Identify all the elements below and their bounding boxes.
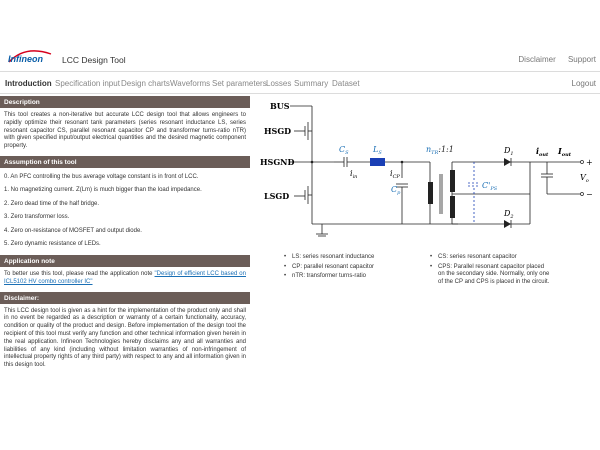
label-iout: $i_{out}$ xyxy=(536,146,549,158)
svg-text:Infineon: Infineon xyxy=(8,54,43,64)
assumption-item: 2. Zero dead time of the half bridge. xyxy=(4,200,100,207)
diode-d2 xyxy=(504,220,511,228)
assumption-item: 1. No magnetizing current. Z(Lm) is much bigger than the load impedance. xyxy=(4,187,202,194)
infineon-logo[interactable] xyxy=(5,49,55,65)
label-vo: $V_o$ xyxy=(580,173,589,184)
label-icp: $i_{CP}$ xyxy=(390,169,400,180)
secondary-winding-top xyxy=(450,170,455,192)
application-note-text: To better use this tool, please read the application note "Design of efficient LCC based on ICL5102 HV combo controller IC" xyxy=(4,270,246,285)
assumption-item: 3. Zero transformer loss. xyxy=(4,214,70,221)
label-iin: $i_{in}$ xyxy=(350,169,358,180)
legend-item-ls: • LS: series resonant inductance xyxy=(284,254,424,262)
label-hsgd: HSGD xyxy=(264,126,292,136)
disclaimer-heading: Disclaimer: xyxy=(0,292,250,304)
inductor-ls xyxy=(370,158,385,166)
assumptions-list xyxy=(0,172,250,249)
label-d1: $D_1$ xyxy=(504,146,514,157)
tab-specification-input[interactable]: Specification input xyxy=(55,79,120,88)
label-cps: $C'_{PS}$ xyxy=(482,181,498,192)
description-text: This tool creates a non-iterative but accurate LCC design tool that allows engineers to rapidly optimize their resonant tank parameters (series resonant inductance LS, series resonant capacitor CS, parallel resonant capacitor CP and transformer turns-ratio nTR) with given specified input/output electrical quantities and the desired magnetic component property. xyxy=(4,112,246,150)
label-plus: + xyxy=(586,158,593,167)
legend-left xyxy=(284,254,424,283)
tab-waveforms[interactable]: Waveforms xyxy=(170,79,211,88)
tab-bar xyxy=(0,76,600,94)
label-cs: $C_S$ xyxy=(339,145,349,156)
label-ntr: $n_{TR}:1:1$ xyxy=(426,145,454,156)
primary-winding xyxy=(428,182,433,204)
right-panel xyxy=(252,96,600,450)
legend-item-cs: • CS: series resonant capacitor xyxy=(430,254,552,262)
application-note-link[interactable]: "Design of efficient LCC based on ICL5102 HV combo controller IC" xyxy=(4,270,246,285)
assumption-item: 4. Zero on-resistance of MOSFET and output diode. xyxy=(4,227,142,234)
label-minus: − xyxy=(586,190,593,199)
application-note-heading: Application note xyxy=(0,255,250,267)
lcc-circuit-diagram xyxy=(252,96,600,246)
disclaimer-text: This LCC design tool is given as a hint for the implementation of the product only and shall in no event be regarded as a description or warranty of a certain functionality, accuracy, condition or quality of the product and design. Before implementation of the design tool the recipient of this tool must verify any function and other technical information given herein in the real application. Infineon Technologies hereby disclaims any and all warranties and liabilities of any kind (including without limitation warranties of non-infringement of intellectual property rights of any third party) with respect to any and all information given in this design tool. xyxy=(4,307,246,369)
assumption-item: 0. An PFC controlling the bus average voltage constant is in front of LCC. xyxy=(4,173,199,180)
label-d2: $D_2$ xyxy=(504,209,514,220)
app-header xyxy=(0,0,600,72)
circuit-wires xyxy=(290,106,582,236)
disclaimer-link[interactable]: Disclaimer xyxy=(518,55,556,64)
label-lsgd: LSGD xyxy=(264,191,290,201)
legend-item-cps: • CPS: Parallel resonant capacitor placed on the secondary side. Normally, only one of the CP and CPS is placed in the circuit. xyxy=(430,264,552,287)
legend-right xyxy=(430,254,552,288)
cps-dashed-branch xyxy=(468,162,480,224)
label-bus: BUS xyxy=(270,101,290,111)
diode-d1 xyxy=(504,158,511,166)
label-cp: $C_p$ xyxy=(391,185,401,196)
tab-summary[interactable]: Summary xyxy=(294,79,329,88)
legend-item-cp: • CP: parallel resonant capacitor xyxy=(284,264,424,272)
label-hsgnd: HSGND xyxy=(260,157,295,167)
label-iout-dc: $I_{out}$ xyxy=(558,146,572,158)
tab-dataset[interactable]: Dataset xyxy=(332,79,360,88)
app-title: LCC Design Tool xyxy=(62,55,126,65)
legend-item-ntr: • nTR: transformer turns-ratio xyxy=(284,273,424,281)
logout-link[interactable]: Logout xyxy=(571,79,596,88)
tab-design-charts[interactable]: Design charts xyxy=(121,79,170,88)
secondary-winding-bottom xyxy=(450,196,455,218)
assumptions-heading: Assumption of this tool xyxy=(0,156,250,168)
left-panel xyxy=(0,96,250,450)
label-ls: $L_S$ xyxy=(373,145,382,156)
top-links xyxy=(508,55,596,64)
support-link[interactable]: Support xyxy=(567,55,596,64)
description-heading: Description xyxy=(0,96,250,108)
tab-introduction[interactable]: Introduction xyxy=(5,79,52,88)
tab-set-parameters[interactable]: Set parameters xyxy=(212,79,267,88)
tab-losses[interactable]: Losses xyxy=(266,79,292,88)
assumption-item: 5. Zero dynamic resistance of LEDs. xyxy=(4,241,101,248)
